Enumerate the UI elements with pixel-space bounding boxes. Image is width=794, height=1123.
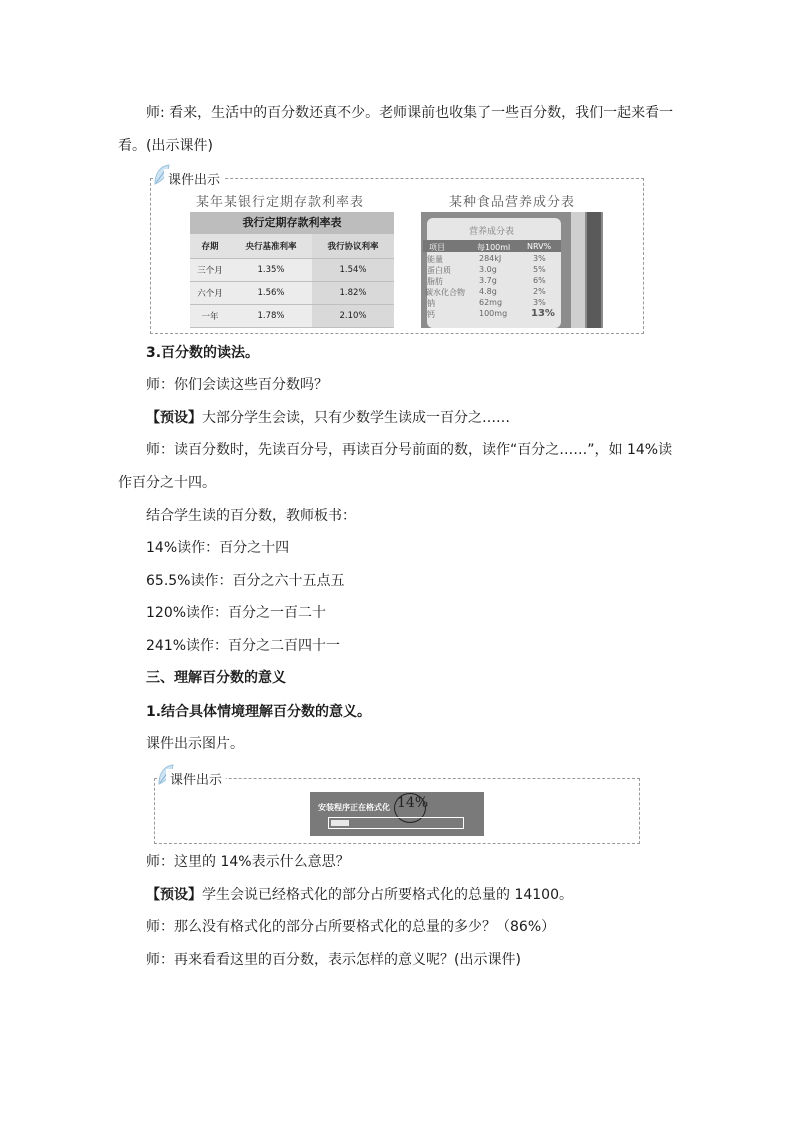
reading-line: 120%读作：百分之一百二十 [146,605,327,621]
paragraph-line: 师：读百分数时，先读百分号，再读百分号前面的数，读作“百分之……”，如 14%读 [146,442,673,458]
paragraph-line [146,409,510,427]
nutrition-cell: 3% [533,298,546,307]
caption-rate-table: 某年某银行定期存款利率表 [196,195,365,210]
caption-nutrition: 某种食品营养成分表 [449,195,576,210]
rate-table-title: 我行定期存款利率表 [190,212,394,234]
nutrition-cell: 5% [533,265,546,274]
paragraph-line: 师: 看来，生活中的百分数还真不少。老师课前也收集了一些百分数，我们一起来看一 [146,105,674,121]
preset-tag: 【预设】 [146,887,202,903]
reading-line: 14%读作：百分之十四 [146,540,290,556]
table-cell: 2.10% [312,305,394,328]
section-heading: 三、理解百分数的意义 [146,670,286,686]
format-progress-image [310,792,484,836]
table-cell: 一年 [190,305,230,328]
nutrition-cell: 碳水化合物 [425,288,465,297]
paragraph-line: 作百分之十四。 [118,475,216,491]
nutrition-cell: 钙 [427,310,435,319]
table-cell: 1.54% [312,259,394,282]
table-cell: 1.56% [230,282,312,305]
nutrition-cell: 3.0g [479,265,497,274]
paragraph-line: 看。(出示课件) [118,138,213,154]
nutrition-cell: 蛋白质 [427,266,451,275]
nutrition-cell: 62mg [479,298,503,307]
preset-text: 大部分学生会读，只有少数学生读成一百分之…… [202,410,510,426]
paragraph-line: 师：你们会读这些百分数吗？ [146,377,328,393]
nutrition-cell: 钠 [427,299,435,308]
nutrition-cell: 3% [533,254,546,263]
paragraph-line: 师：那么没有格式化的部分占所要格式化的总量的多少？（86%） [146,919,556,935]
table-header: 我行协议利率 [312,234,394,259]
preset-text: 学生会说已经格式化的部分占所要格式化的总量的 14100。 [202,887,573,903]
table-cell: 三个月 [190,259,230,282]
nutrition-cell: 3.7g [479,276,497,285]
subheading: 1.结合具体情境理解百分数的意义。 [146,704,372,720]
nutrition-header: 每100ml [477,243,511,252]
progress-fill [331,820,349,826]
paragraph-line: 课件出示图片。 [146,736,244,752]
frame-label: 课件出示 [164,169,224,188]
reading-line: 65.5%读作：百分之六十五点五 [146,573,345,589]
nutrition-cell: 2% [533,287,546,296]
package-stripe [587,212,601,328]
frame-label: 课件出示 [166,769,226,788]
nutrition-cell: 4.8g [479,287,497,296]
nutrition-title: 营养成分表 [469,227,515,237]
rate-table-image [190,212,394,326]
nutrition-cell: 6% [533,276,546,285]
table-header: 存期 [190,234,230,259]
paragraph-line [146,886,573,904]
progress-bar [328,817,464,829]
progress-percent: 14% [397,795,429,811]
table-row [190,259,394,282]
table-row [190,282,394,305]
nutrition-cell: 100mg [479,309,508,318]
subheading: 3.百分数的读法。 [146,345,260,361]
nutrition-header: 项目 [429,243,445,252]
table-cell: 六个月 [190,282,230,305]
table-cell: 1.82% [312,282,394,305]
reading-line: 241%读作：百分之二百四十一 [146,638,341,654]
paragraph-line: 结合学生读的百分数，教师板书： [146,508,356,524]
nutrition-header: NRV% [527,242,552,251]
package-stripe [571,212,585,328]
nutrition-cell: 284kJ [479,254,502,263]
nutrition-cell: 13% [531,308,555,319]
nutrition-cell: 能量 [427,255,443,264]
paragraph-line: 师：再来看看这里的百分数，表示怎样的意义呢？(出示课件) [146,952,521,968]
table-cell: 1.78% [230,305,312,328]
preset-tag: 【预设】 [146,410,202,426]
progress-text: 安装程序正在格式化 [318,803,390,812]
table-header: 央行基准利率 [230,234,312,259]
nutrition-photo [421,212,603,328]
paragraph-line: 师：这里的 14%表示什么意思？ [146,854,350,870]
table-row [190,305,394,328]
nutrition-cell: 脂肪 [427,277,443,286]
rate-table [190,234,394,328]
table-cell: 1.35% [230,259,312,282]
